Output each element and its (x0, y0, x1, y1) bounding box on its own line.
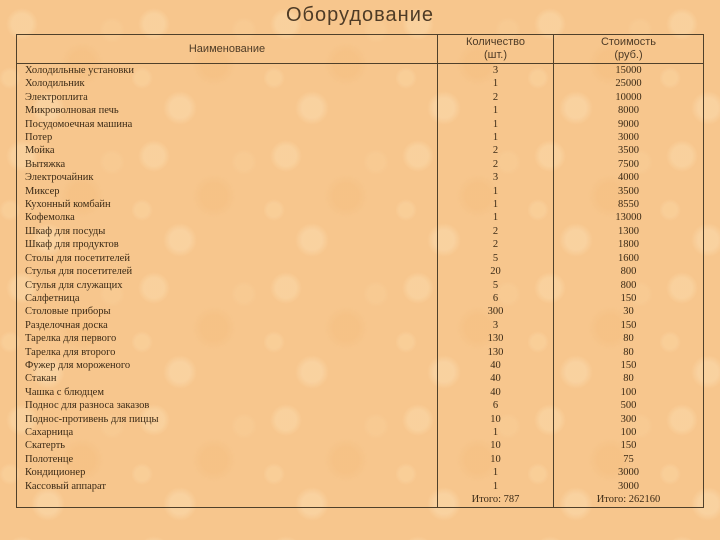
cost-cell: 3000 (553, 480, 703, 493)
header-quantity-cell (437, 35, 553, 63)
header-cost-cell (553, 35, 703, 63)
cost-cell: 300 (553, 413, 703, 426)
header-quantity-label: Количество (465, 36, 526, 48)
quantity-cell: 10 (437, 413, 553, 426)
quantity-cell: 1 (437, 118, 553, 131)
item-name-cell: Разделочная доска (25, 319, 108, 331)
quantity-cell: 1 (437, 480, 553, 493)
quantity-cell: 130 (437, 332, 553, 345)
item-name-cell: Микроволновая печь (25, 105, 119, 117)
item-name-cell: Кассовый аппарат (25, 480, 107, 492)
cost-cell: 25000 (553, 77, 703, 90)
header-quantity-unit: (шт.) (483, 49, 508, 61)
quantity-cell: 2 (437, 158, 553, 171)
item-name-cell: Электроплита (25, 91, 88, 103)
cost-cell: 10000 (553, 91, 703, 104)
quantity-cell: 5 (437, 279, 553, 292)
item-name-cell: Столы для посетителей (25, 252, 130, 264)
item-name-cell: Столовые приборы (25, 306, 111, 318)
cost-cell: 100 (553, 386, 703, 399)
cost-cell: 8000 (553, 104, 703, 117)
cost-cell: 3000 (553, 131, 703, 144)
item-name-cell: Посудомоечная машина (25, 118, 133, 130)
quantity-cell: 1 (437, 77, 553, 90)
quantity-cell: 3 (437, 64, 553, 77)
quantity-cell: 2 (437, 238, 553, 251)
quantity-cell: 2 (437, 144, 553, 157)
item-name-cell: Мойка (25, 145, 55, 157)
cost-cell: 15000 (553, 64, 703, 77)
item-name-cell: Электрочайник (25, 172, 94, 184)
item-name-cell: Шкаф для продуктов (25, 239, 119, 251)
item-name-cell: Миксер (25, 185, 60, 197)
quantity-cell: 20 (437, 265, 553, 278)
quantity-cell: 1 (437, 466, 553, 479)
cost-cell: 9000 (553, 118, 703, 131)
item-name-cell: Сахарница (25, 426, 74, 438)
table-filler (17, 506, 703, 507)
cost-cell: 80 (553, 332, 703, 345)
item-name-cell: Кондиционер (25, 467, 86, 479)
item-name-cell: Тарелка для первого (25, 333, 117, 345)
header-cost-label: Стоимость (600, 36, 657, 48)
quantity-cell: 2 (437, 91, 553, 104)
header-cost-unit: (руб.) (614, 49, 643, 61)
quantity-cell: 1 (437, 185, 553, 198)
cost-cell: 1600 (553, 252, 703, 265)
header-name-cell (17, 35, 437, 63)
quantity-cell: 3 (437, 319, 553, 332)
quantity-cell: 300 (437, 305, 553, 318)
item-name-cell: Вытяжка (25, 158, 66, 170)
quantity-cell: 10 (437, 439, 553, 452)
totals-quantity-cell: Итого: 787 (437, 493, 553, 506)
cost-cell: 7500 (553, 158, 703, 171)
filler-quantity-cell (437, 506, 553, 507)
item-name-cell: Кухонный комбайн (25, 199, 111, 211)
quantity-cell: 40 (437, 372, 553, 385)
cost-cell: 800 (553, 265, 703, 278)
item-name-cell: Кофемолка (25, 212, 75, 224)
item-name-cell: Шкаф для посуды (25, 225, 106, 237)
quantity-cell: 1 (437, 131, 553, 144)
cost-cell: 100 (553, 426, 703, 439)
quantity-cell: 40 (437, 359, 553, 372)
item-name-cell: Холодильные установки (25, 65, 135, 76)
totals-empty-cell (17, 493, 437, 506)
cost-cell: 3000 (553, 466, 703, 479)
item-name-cell: Чашка с блюдцем (25, 386, 104, 398)
quantity-cell: 3 (437, 171, 553, 184)
item-name-cell: Потер (25, 132, 53, 144)
quantity-cell: 130 (437, 346, 553, 359)
quantity-cell: 6 (437, 399, 553, 412)
cost-cell: 13000 (553, 211, 703, 224)
quantity-cell: 2 (437, 225, 553, 238)
filler-name-cell (17, 506, 437, 507)
quantity-cell: 10 (437, 453, 553, 466)
cost-cell: 800 (553, 279, 703, 292)
filler-cost-cell (553, 506, 703, 507)
table-body (17, 64, 703, 493)
quantity-cell: 5 (437, 252, 553, 265)
cost-cell: 150 (553, 359, 703, 372)
item-name-cell: Поднос-противень для пиццы (25, 413, 159, 425)
cost-cell: 150 (553, 439, 703, 452)
quantity-cell: 40 (437, 386, 553, 399)
quantity-cell: 1 (437, 426, 553, 439)
cost-cell: 1300 (553, 225, 703, 238)
cost-cell: 80 (553, 346, 703, 359)
cost-cell: 80 (553, 372, 703, 385)
item-name-cell: Стакан (25, 373, 57, 385)
cost-cell: 500 (553, 399, 703, 412)
table-header-row (17, 35, 703, 64)
slide-title: Оборудование (285, 4, 435, 26)
cost-cell: 30 (553, 305, 703, 318)
item-name-cell: Поднос для разноса заказов (25, 400, 150, 412)
cost-cell: 3500 (553, 144, 703, 157)
item-name-cell: Салфетница (25, 292, 80, 304)
quantity-cell: 1 (437, 198, 553, 211)
item-name-cell: Фужер для мороженого (25, 359, 131, 371)
header-name-label: Наименование (188, 42, 266, 55)
equipment-table (16, 34, 704, 508)
cost-cell: 75 (553, 453, 703, 466)
item-name-cell: Холодильник (25, 78, 85, 90)
table-totals-row (17, 493, 703, 506)
cost-cell: 1800 (553, 238, 703, 251)
cost-cell: 150 (553, 292, 703, 305)
item-name-cell: Стулья для посетителей (25, 266, 133, 278)
cost-cell: 3500 (553, 185, 703, 198)
totals-cost-cell: Итого: 262160 (553, 493, 703, 506)
quantity-cell: 1 (437, 104, 553, 117)
item-name-cell: Тарелка для второго (25, 346, 116, 358)
cost-cell: 4000 (553, 171, 703, 184)
quantity-cell: 1 (437, 211, 553, 224)
item-name-cell: Полотенце (25, 453, 74, 465)
cost-cell: 8550 (553, 198, 703, 211)
quantity-cell: 6 (437, 292, 553, 305)
item-name-cell: Скатерть (25, 440, 66, 452)
cost-cell: 150 (553, 319, 703, 332)
item-name-cell: Стулья для служащих (25, 279, 123, 291)
